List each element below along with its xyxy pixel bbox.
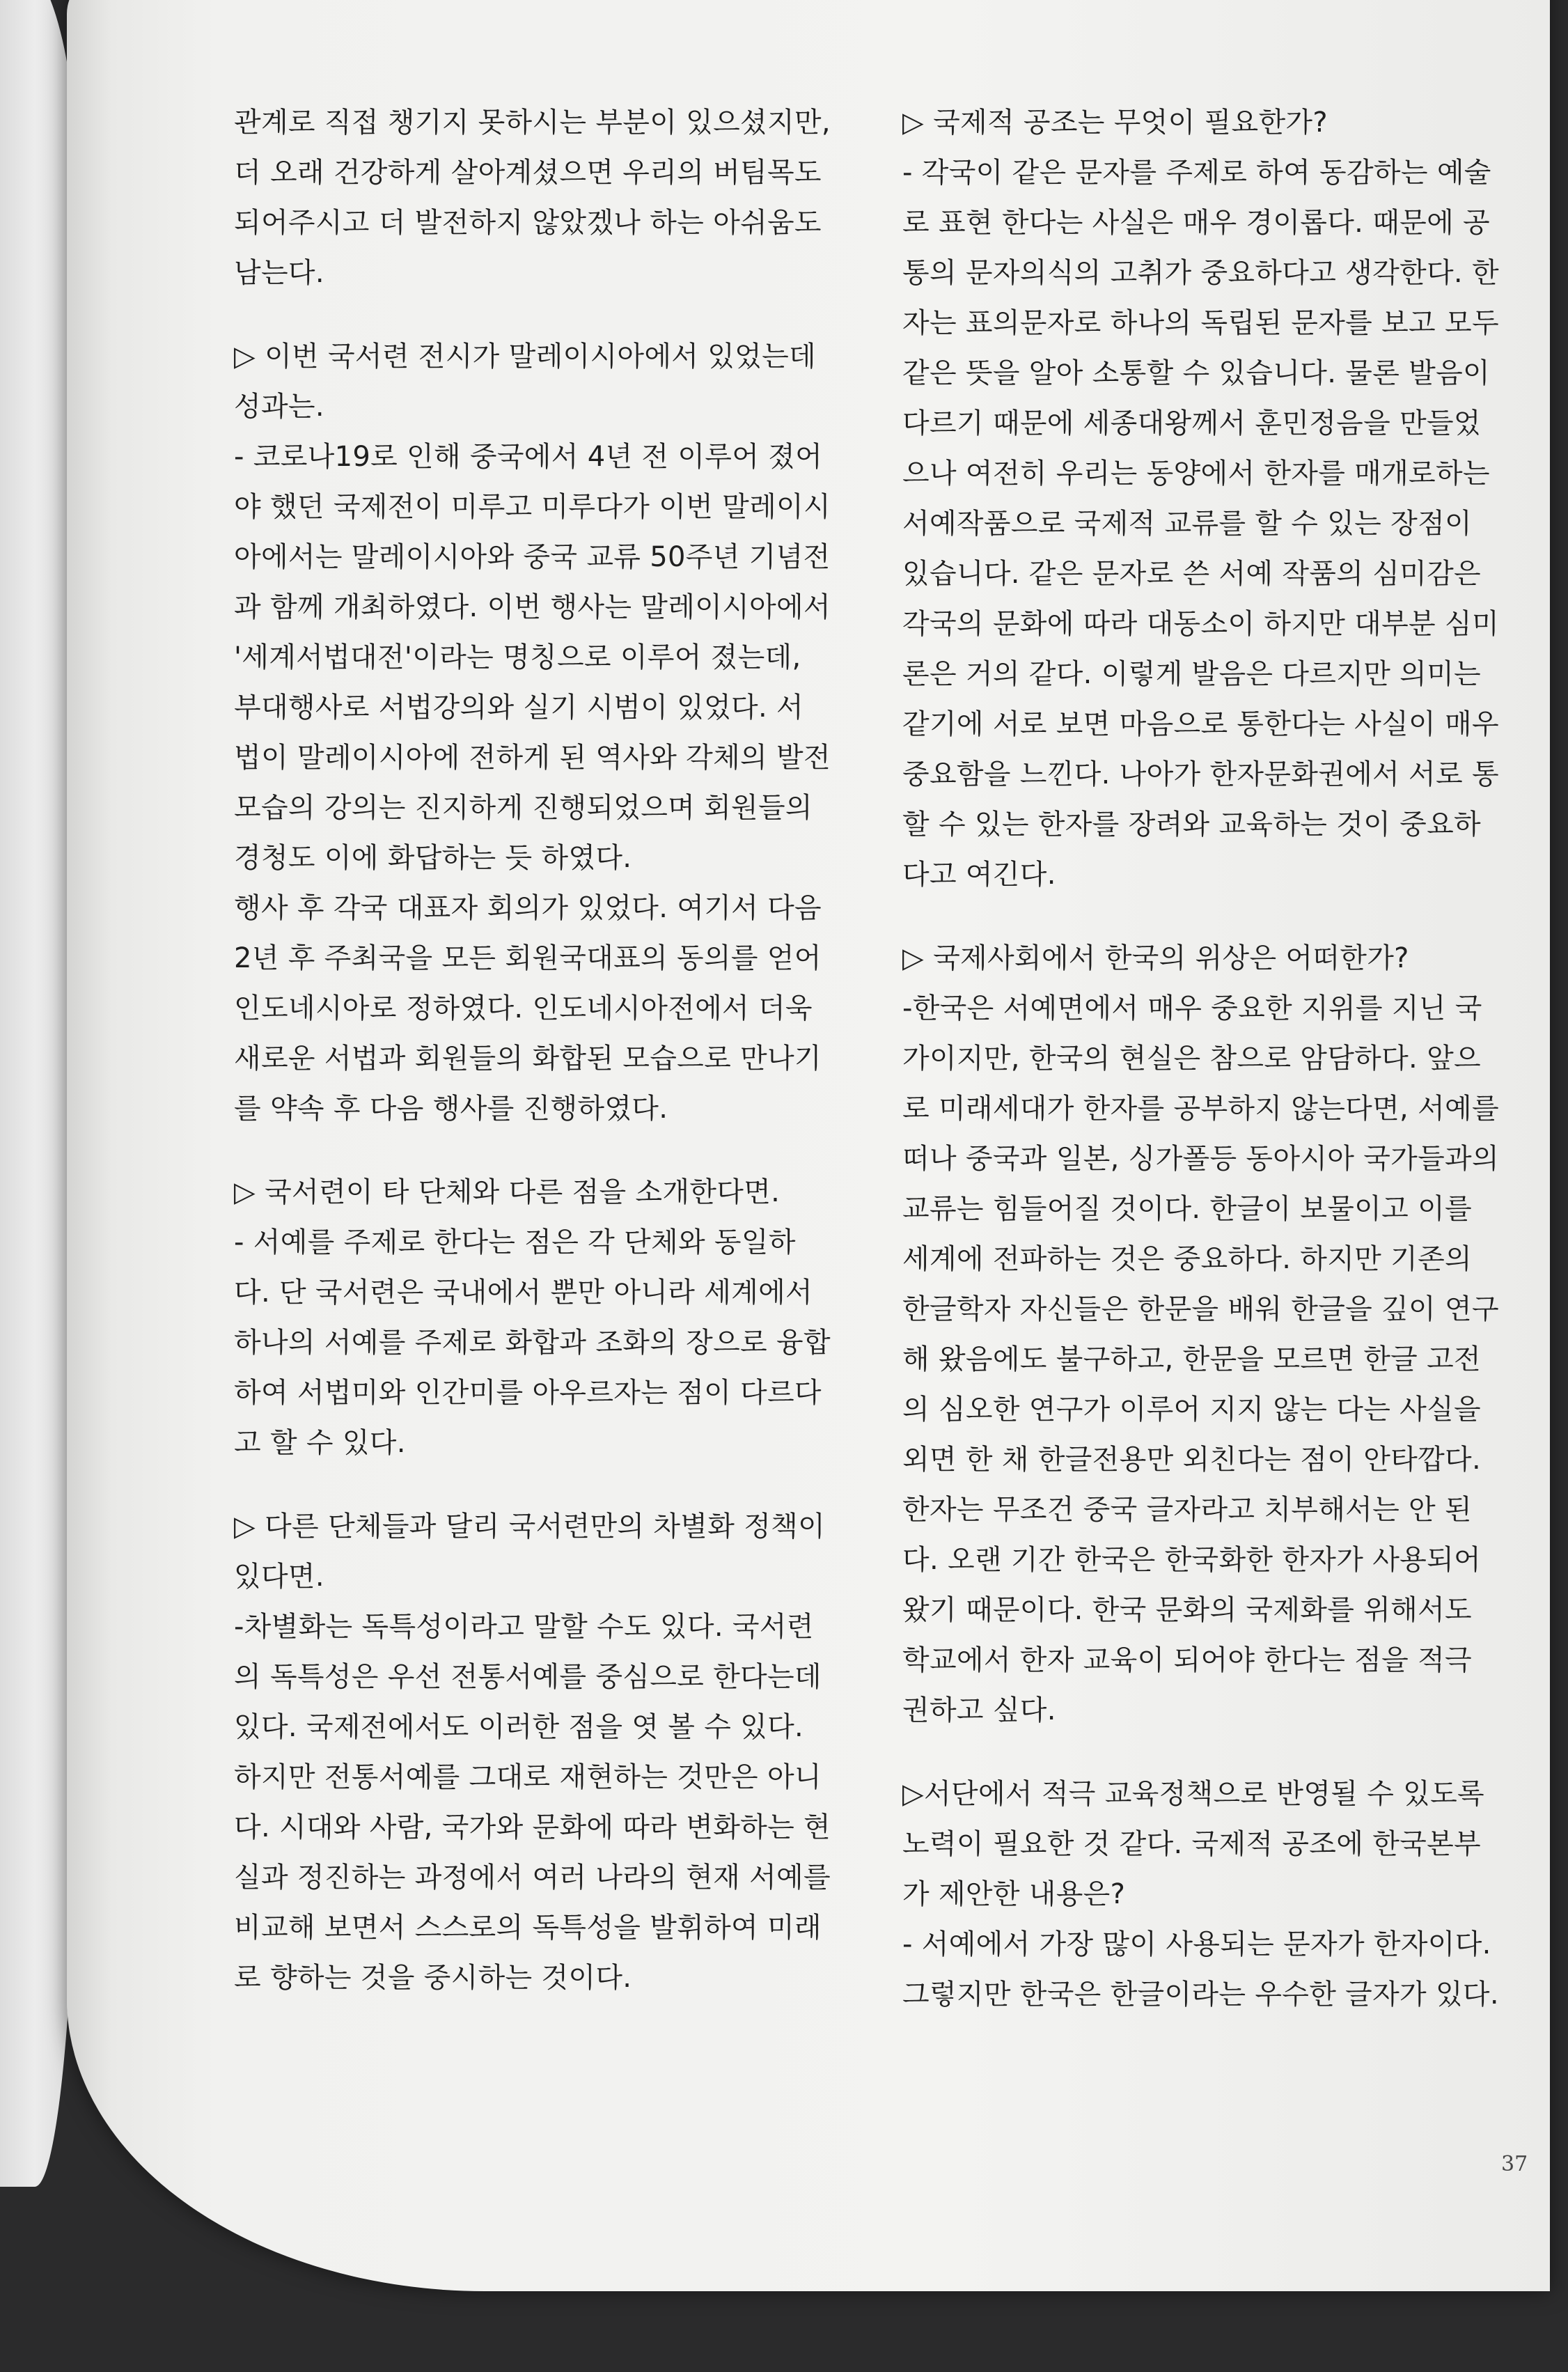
paragraph-gap <box>234 1468 840 1501</box>
page-number: 37 <box>1501 2152 1528 2176</box>
paragraph-malaysia-exhibition: ▷ 이번 국서련 전시가 말레이시아에서 있었는데 성과는. - 코로나19로 인해 중국에서 4년 전 이루어 졌어 야 했던 국제전이 미루고 미루다가 이번 말레이시 아에서는 말레이시아와 중국 교류 50주년 기념전 과 함께 개최하였다. 이번 행사는 말레이시아에서 '세계서법대전'이라는 명칭으로 이루어 졌는데, 부대행사로 서법강의와 실기 시범이 있었다. 서 법이 말레이시아에 전하게 된 역사와 각체의 발전 모습의 강의는 진지하게 진행되었으며 회원들의 경청도 이에 화답하는 듯 하였다. 행사 후 각국 대표자 회의가 있었다. 여기서 다음 2년 후 주최국을 모든 회원국대표의 동의를 얻어 인도네시아로 정하였다. 인도네시아전에서 더욱 새로운 서법과 회원들의 화합된 모습으로 만나기 를 약속 후 다음 행사를 진행하였다. <box>234 341 831 1125</box>
paragraph-gap <box>902 1735 1515 1769</box>
paragraph-condolence: 관계로 직접 챙기지 못하시는 부분이 있으셨지만, 더 오래 건강하게 살아계셨으면 우리의 버팀목도 되어주시고 더 발전하지 않았겠나 하는 아쉬움도 남는다. <box>234 107 831 289</box>
paragraph-difference: ▷ 국서련이 타 단체와 다른 점을 소개한다면. - 서예를 주제로 한다는 점은 각 단체와 동일하 다. 단 국서련은 국내에서 뿐만 아니라 세계에서 하나의 서예를 주제로 화합과 조화의 장으로 융합 하여 서법미와 인간미를 아우르자는 점이 다르다 고 할 수 있다. <box>234 1176 831 1459</box>
paragraph-gap <box>902 900 1515 933</box>
paragraph-gap <box>234 298 840 331</box>
paragraph-gap <box>234 1134 840 1167</box>
paragraph-differentiation: ▷ 다른 단체들과 달리 국서련만의 차별화 정책이 있다면. -차별화는 독특성이라고 말할 수도 있다. 국서련 의 독특성은 우선 전통서예를 중심으로 한다는데 있다. 국제전에서도 이러한 점을 엿 볼 수 있다. 하지만 전통서예를 그대로 재현하는 것만은 아니 다. 시대와 사람, 국가와 문화에 따라 변화하는 현 실과 정진하는 과정에서 여러 나라의 현재 서예를 비교해 보면서 스스로의 독특성을 발휘하여 미래 로 향하는 것을 중시하는 것이다. <box>234 1511 831 1994</box>
left-column <box>234 97 840 2003</box>
right-column <box>902 97 1515 2020</box>
previous-page-edge <box>0 0 77 2187</box>
paragraph-international-cooperation: ▷ 국제적 공조는 무엇이 필요한가? - 각국이 같은 문자를 주제로 하여 동감하는 예술 로 표현 한다는 사실은 매우 경이롭다. 때문에 공 통의 문자의식의 고취가 중요하다고 생각한다. 한 자는 표의문자로 하나의 독립된 문자를 보고 모두 같은 뜻을 알아 소통할 수 있습니다. 물론 발음이 다르기 때문에 세종대왕께서 훈민정음을 만들었 으나 여전히 우리는 동양에서 한자를 매개로하는 서예작품으로 국제적 교류를 할 수 있는 장점이 있습니다. 같은 문자로 쓴 서예 작품의 심미감은 각국의 문화에 따라 대동소이 하지만 대부분 심미 론은 거의 같다. 이렇게 발음은 다르지만 의미는 같기에 서로 보면 마음으로 통한다는 사실이 매우 중요함을 느낀다. 나아가 한자문화권에서 서로 통 할 수 있는 한자를 장려와 교육하는 것이 중요하 다고 여긴다. <box>902 107 1499 891</box>
book-page <box>67 0 1550 2291</box>
paragraph-korea-status: ▷ 국제사회에서 한국의 위상은 어떠한가? -한국은 서예면에서 매우 중요한 지위를 지닌 국 가이지만, 한국의 현실은 참으로 암담하다. 앞으 로 미래세대가 한자를 공부하지 않는다면, 서예를 떠나 중국과 일본, 싱가폴등 동아시아 국가들과의 교류는 힘들어질 것이다. 한글이 보물이고 이를 세계에 전파하는 것은 중요하다. 하지만 기존의 한글학자 자신들은 한문을 배워 한글을 깊이 연구 해 왔음에도 불구하고, 한문을 모르면 한글 고전 의 심오한 연구가 이루어 지지 않는 다는 사실을 외면 한 채 한글전용만 외친다는 점이 안타깝다. 한자는 무조건 중국 글자라고 치부해서는 안 된 다. 오랜 기간 한국은 한국화한 한자가 사용되어 왔기 때문이다. 한국 문화의 국제화를 위해서도 학교에서 한자 교육이 되어야 한다는 점을 적극 권하고 싶다. <box>902 942 1499 1726</box>
paragraph-korea-proposal: ▷서단에서 적극 교육정책으로 반영될 수 있도록 노력이 필요한 것 같다. 국제적 공조에 한국본부 가 제안한 내용은? - 서예에서 가장 많이 사용되는 문자가 한자이다. 그렇지만 한국은 한글이라는 우수한 글자가 있다. <box>902 1778 1499 2011</box>
